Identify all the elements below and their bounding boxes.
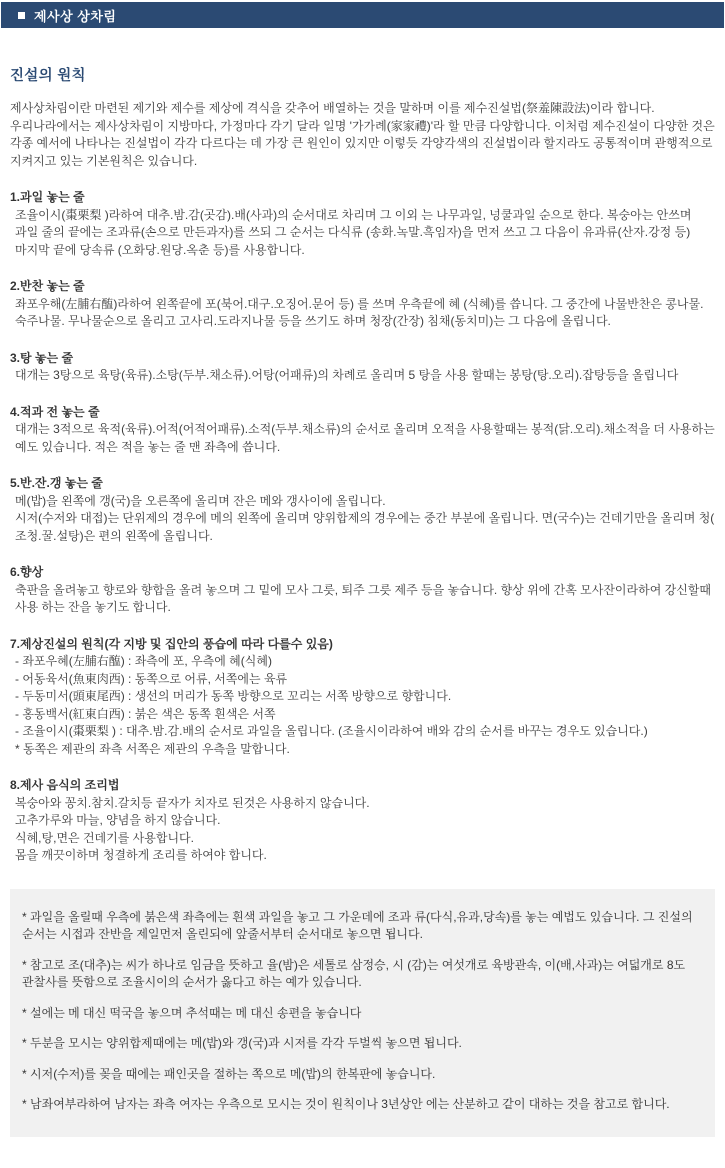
- note-item: * 시저(수저)를 꽂을 때에는 패인곳을 절하는 쪽으로 메(밥)의 한복판에 놓습니다.: [22, 1066, 436, 1081]
- rule-list-item: - 두동미서(頭東尾西) : 생선의 머리가 동쪽 방향으로 꼬리는 서쪽 방향으로 향합니다.: [15, 689, 452, 703]
- rule-list-item: 고추가루와 마늘, 양념을 하지 않습니다.: [15, 813, 221, 827]
- rule-section-4: [10, 404, 715, 457]
- rule-heading: 8.제사 음식의 조리법: [10, 778, 120, 792]
- page-title: 제사상 상차림: [34, 8, 117, 24]
- rule-section-2: [10, 278, 715, 331]
- rule-section-8: [10, 777, 715, 865]
- rule-heading: 7.제상진설의 원칙(각 지방 및 집안의 풍습에 따라 다를수 있음): [10, 636, 333, 651]
- rule-heading: 4.적과 전 놓는 줄: [10, 404, 100, 419]
- note-item: * 과일을 올릴때 우측에 붉은색 좌측에는 흰색 과일을 놓고 그 가운데에 조과 류(다식,유과,당속)를 놓는 예법도 있습니다. 그 진설의 순서는 시접과 잔반을 제일먼저 올린되에 앞줄서부터 순서대로 놓으면 됩니다.: [22, 909, 693, 941]
- rule-heading: 6.향상: [10, 565, 44, 579]
- rule-section-1: [10, 189, 715, 259]
- rule-body: 좌포우해(左脯右醢)라하여 왼쪽끝에 포(북어.대구.오징어.문어 등) 를 쓰며 우측끝에 혜 (식혜)를 씁니다. 그 중간에 나물반찬은 콩나물.숙주나물. 무나물순으로 올리고 고사리.도라지나물 등을 쓰기도 하며 청장(간장) 침채(동치미)는 그 다음에 올립니다.: [15, 296, 704, 328]
- main-content: [0, 64, 725, 865]
- square-bullet-icon: [18, 12, 25, 19]
- note-item: * 남좌여부라하여 남자는 좌측 여자는 우측으로 모시는 것이 원칙이나 3년상안 에는 산분하고 같이 대하는 것을 참고로 합니다.: [22, 1097, 670, 1111]
- rule-heading: 1.과일 놓는 줄: [10, 190, 85, 204]
- rule-body: 조율이시(棗栗梨 )라하여 대추.밤.감(곳감).배(사과)의 순서대로 차리며 그 이외 는 나무과일, 넝쿨과일 순으로 한다. 복숭아는 안쓰며 과일 줄의 끝에는 조과류(손으로 만든과자)를 쓰되 그 순서는 다식류 (송화.녹말.흑임자)을 먼저 쓰고 그 다음이 유과류(산자.강정 등) 마지막 끝에 당속류 (오화당.원당.옥춘 등)를 사용합니다.: [15, 207, 692, 257]
- rule-body: 메(밥)을 왼쪽에 갱(국)을 오른쪽에 올리며 잔은 메와 갱사이에 올립니다.: [15, 493, 386, 508]
- rule-body: 대개는 3탕으로 육탕(육류).소탕(두부.채소류).어탕(어패류)의 차례로 올리며 5 탕을 사용 할때는 봉탕(탕.오리).잡탕등을 올립니다: [15, 368, 679, 382]
- rule-heading: 2.반찬 놓는 줄: [10, 279, 85, 293]
- rule-section-7: [10, 636, 715, 759]
- note-item: * 두분을 모시는 양위합제때에는 메(밥)와 갱(국)과 시저를 각각 두벌씩 놓으면 됩니다.: [22, 1036, 462, 1050]
- rule-list-item: 식혜,탕,면은 건데기를 사용합니다.: [15, 830, 194, 845]
- rule-list-item: - 어동육서(魚東肉西) : 동쪽으로 어류, 서쪽에는 육류: [15, 671, 288, 686]
- note-item: * 설에는 메 대신 떡국을 놓으며 추석때는 메 대신 송편을 놓습니다: [22, 1005, 362, 1020]
- page: [0, 2, 725, 1168]
- rule-heading: 5.반.잔.갱 놓는 줄: [10, 476, 103, 490]
- note-item: * 참고로 조(대추)는 씨가 하나로 임금을 뜻하고 율(밤)은 세톨로 삼정승, 시 (감)는 여섯개로 육방관속, 이(배,사과)는 여덟개로 8도 관찰사를 뜻함으로 조율시이의 순서가 옳다고 하는 예가 있습니다.: [22, 957, 686, 989]
- rule-list-item: * 동쪽은 제관의 좌측 서쪽은 제관의 우측을 말합니다.: [15, 741, 290, 756]
- rule-list-item: - 좌포우혜(左脯右醢) : 좌측에 포, 우측에 혜(식혜): [15, 654, 272, 668]
- rule-body: 축판을 올려놓고 향로와 향합을 올려 놓으며 그 밑에 모사 그릇, 퇴주 그릇 제주 등을 놓습니다. 향상 위에 간혹 모사잔이라하여 강신할때 사용 하는 잔을 놓기도 합니다.: [15, 582, 711, 614]
- rule-list-item: 몸을 깨끗이하며 청결하게 조리를 하여야 합니다.: [15, 848, 267, 862]
- rule-list-item: - 홍동백서(紅東白西) : 붉은 색은 동쪽 흰색은 서쪽: [15, 706, 276, 721]
- section-title: 진설의 원칙: [10, 68, 86, 84]
- rule-list-item: 복숭아와 꽁치.참치.갈치등 끝자가 치자로 된것은 사용하지 않습니다.: [15, 795, 370, 810]
- rule-list-item: - 조율이시(棗栗梨 ) : 대추.밤.감.배의 순서로 과일을 올립니다. (조율시이라하여 배와 감의 순서를 바꾸는 경우도 있습니다.): [15, 724, 648, 738]
- rule-heading: 3.탕 놓는 줄: [10, 350, 74, 365]
- rule-body: 시저(수저와 대접)는 단위제의 경우에 메의 왼쪽에 올리며 양위합제의 경우에는 중간 부분에 올립니다. 면(국수)는 건데기만을 올리며 청( 조청.꿀.설탕)은 편의 왼쪽에 올립니다.: [15, 511, 715, 543]
- intro-paragraph: 제사상차림이란 마련된 제기와 제수를 제상에 격식을 갖추어 배열하는 것을 말하며 이를 제수진설법(祭羞陳設法)이라 합니다. 우리나라에서는 제사상차림이 지방마다, 가정마다 각기 달라 일명 '가가례(家家禮)'라 할 만큼 다양합니다. 이처럼 제수진설이 다양한 것은 각종 예서에 나타나는 진설법이 각각 다르다는 데 가장 큰 원인이 있지만 이렇듯 각양각색의 진설법이라 할지라도 공통적이며 관행적으로 지켜지고 있는 기본원칙은 있습니다.: [10, 101, 715, 168]
- page-title-bar: [1, 2, 724, 28]
- rule-section-6: [10, 564, 715, 617]
- rule-section-5: [10, 475, 715, 545]
- rule-section-3: [10, 350, 715, 385]
- notes-box: [10, 889, 715, 1137]
- rule-body: 대개는 3적으로 육적(육류).어적(어적어패류).소적(두부.채소류)의 순서로 올리며 오적을 사용할때는 봉적(닭.오리).채소적을 더 사용하는 예도 있습니다. 적은 적을 놓는 줄 맨 좌측에 씁니다.: [15, 422, 715, 454]
